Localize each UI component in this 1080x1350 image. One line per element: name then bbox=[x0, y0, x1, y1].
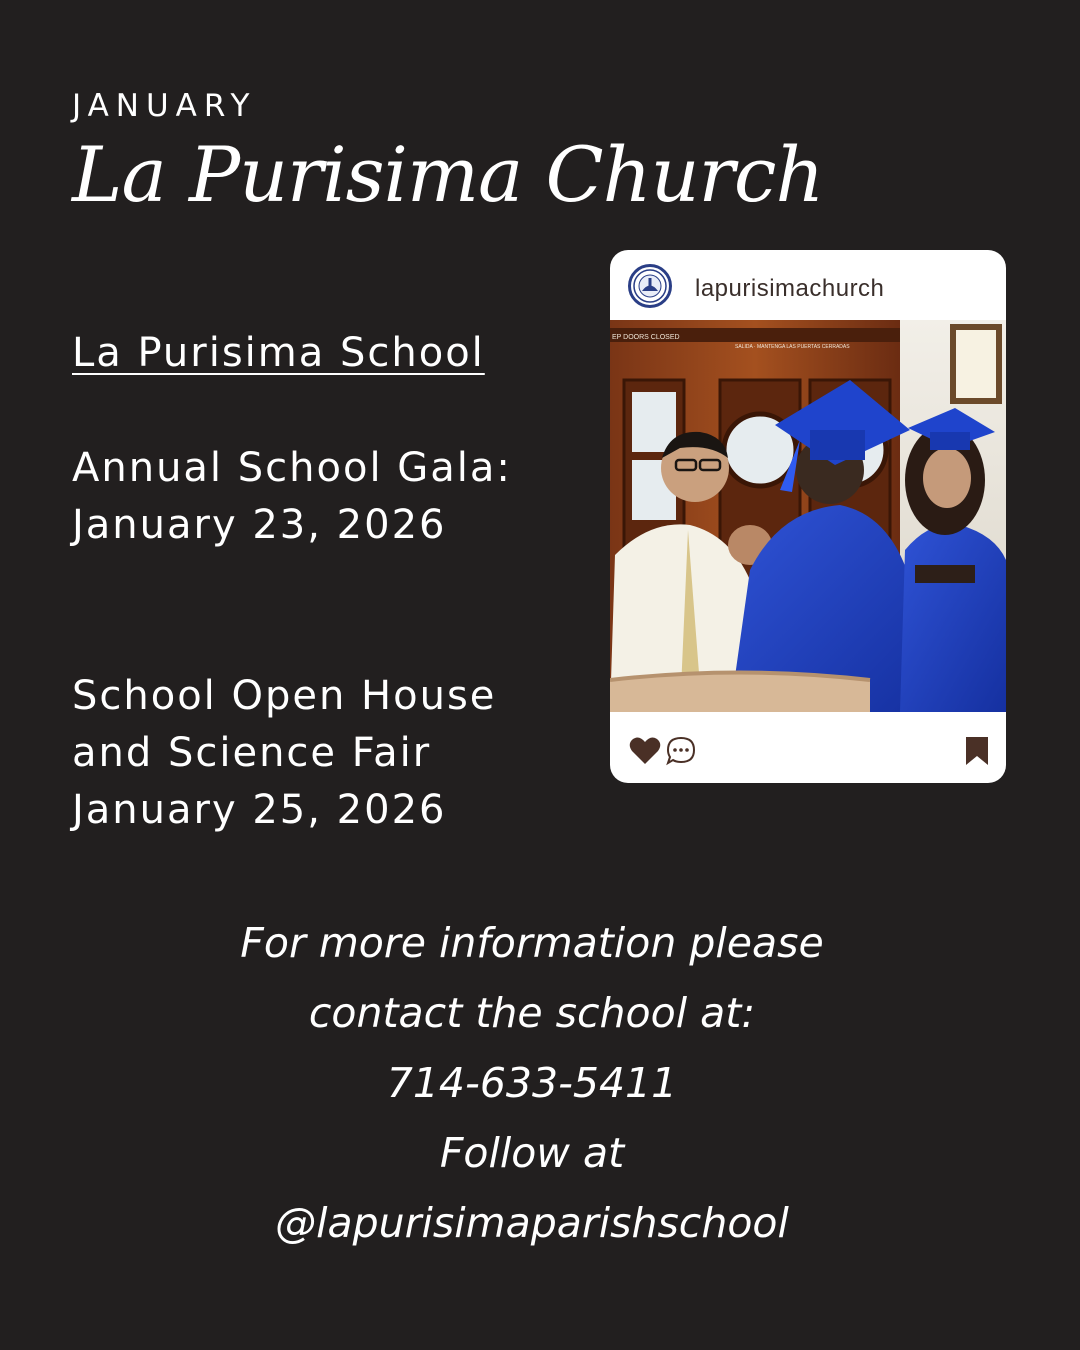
bookmark-icon[interactable] bbox=[960, 734, 994, 768]
post-photo bbox=[610, 320, 1006, 712]
month-label: JANUARY bbox=[72, 88, 257, 124]
event-gala bbox=[72, 440, 512, 554]
post-header bbox=[610, 250, 1006, 320]
post-username[interactable]: lapurisimachurch bbox=[695, 275, 885, 302]
event-open-house-date: January 25, 2026 bbox=[72, 787, 447, 833]
contact-info bbox=[0, 908, 1064, 1258]
event-gala-title: Annual School Gala: bbox=[72, 445, 512, 491]
social-handle-link[interactable]: @lapurisimaparishschool bbox=[275, 1199, 789, 1247]
contact-line-2: contact the school at: bbox=[308, 989, 756, 1037]
avatar[interactable] bbox=[628, 264, 672, 308]
heart-icon[interactable] bbox=[628, 734, 662, 768]
church-title: La Purisima Church bbox=[72, 130, 824, 219]
instagram-post-card bbox=[610, 250, 1006, 783]
follow-label: Follow at bbox=[439, 1129, 625, 1177]
contact-line-1: For more information please bbox=[240, 919, 824, 967]
event-open-house-title-line1: School Open House bbox=[72, 673, 497, 719]
contact-phone[interactable]: 714-633-5411 bbox=[386, 1059, 678, 1107]
photo-sign-2: SALIDA · MANTENGA LAS PUERTAS CERRADAS bbox=[735, 344, 850, 350]
event-open-house bbox=[72, 668, 496, 839]
event-open-house-title-line2: and Science Fair bbox=[72, 730, 432, 776]
church-seal-icon bbox=[631, 267, 669, 305]
photo-sign-1: EP DOORS CLOSED bbox=[612, 334, 680, 341]
school-name-heading: La Purisima School bbox=[72, 330, 485, 376]
event-gala-date: January 23, 2026 bbox=[72, 502, 447, 548]
comment-icon[interactable] bbox=[664, 734, 698, 768]
post-actions bbox=[610, 712, 1006, 783]
